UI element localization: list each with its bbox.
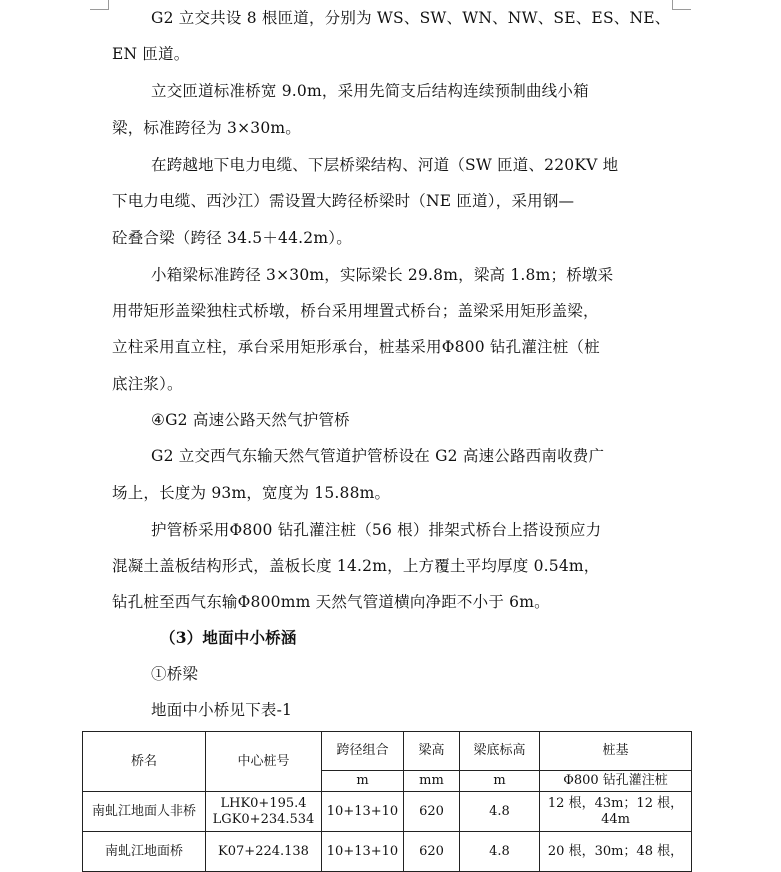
header-height: 梁高 bbox=[404, 732, 460, 771]
paragraph-line: 小箱梁标准跨径 3×30m，实际梁长 29.8m，梁高 1.8m；桥墩采 bbox=[151, 266, 614, 284]
cell-pile: 12 根，43m；12 根，44m bbox=[540, 792, 692, 832]
cell-station bbox=[206, 792, 322, 832]
paragraph-line: 下电力电缆、西沙江）需设置大跨径桥梁时（NE 匝道），采用钢— bbox=[112, 192, 575, 210]
header-span: 跨径组合 bbox=[322, 732, 404, 771]
cell-height: 620 bbox=[404, 792, 460, 832]
paragraph-line: 砼叠合梁（跨径 34.5＋44.2m）。 bbox=[112, 229, 352, 247]
unit-elevation: m bbox=[460, 771, 540, 792]
paragraph-line: 护管桥采用Φ800 钻孔灌注桩（56 根）排架式桥台上搭设预应力 bbox=[151, 521, 602, 539]
header-name: 桥名 bbox=[83, 732, 206, 792]
cell-name: 南虬江地面桥 bbox=[83, 832, 206, 872]
cell-elevation: 4.8 bbox=[460, 792, 540, 832]
list-heading: ①桥梁 bbox=[151, 665, 199, 683]
cell-span: 10+13+10 bbox=[322, 792, 404, 832]
unit-pile: Φ800 钻孔灌注桩 bbox=[540, 771, 692, 792]
paragraph-line: 梁，标准跨径为 3×30m。 bbox=[112, 119, 301, 137]
cell-span: 10+13+10 bbox=[322, 832, 404, 872]
cell-station bbox=[206, 832, 322, 872]
margin-corner-mark bbox=[672, 0, 691, 10]
paragraph-line: 钻孔桩至西气东输Φ800mm 天然气管道横向净距不小于 6m。 bbox=[112, 593, 550, 611]
unit-span: m bbox=[322, 771, 404, 792]
bridge-table bbox=[82, 731, 692, 872]
cell-elevation: 4.8 bbox=[460, 832, 540, 872]
paragraph-line: EN 匝道。 bbox=[112, 45, 190, 63]
paragraph-line: G2 立交共设 8 根匝道，分别为 WS、SW、WN、NW、SE、ES、NE、 bbox=[151, 9, 671, 27]
table-row bbox=[83, 792, 692, 832]
header-station: 中心桩号 bbox=[206, 732, 322, 792]
header-pile: 桩基 bbox=[540, 732, 692, 771]
paragraph-line: 立柱采用直立柱，承台采用矩形承台，桩基采用Φ800 钻孔灌注桩（桩 bbox=[112, 338, 600, 356]
unit-height: mm bbox=[404, 771, 460, 792]
paragraph-line: 混凝土盖板结构形式，盖板长度 14.2m，上方覆土平均厚度 0.54m， bbox=[112, 557, 600, 575]
cell-height: 620 bbox=[404, 832, 460, 872]
table-row bbox=[83, 832, 692, 872]
paragraph-line: 用带矩形盖梁独柱式桥墩，桥台采用埋置式桥台；盖梁采用矩形盖梁， bbox=[112, 302, 599, 320]
section-heading: ④G2 高速公路天然气护管桥 bbox=[151, 411, 350, 429]
station-line: LHK0+195.4 bbox=[220, 795, 307, 811]
paragraph-line: 场上，长度为 93m，宽度为 15.88m。 bbox=[112, 484, 391, 502]
cell-pile: 20 根，30m；48 根， bbox=[540, 832, 692, 872]
paragraph-line: G2 立交西气东输天然气管道护管桥设在 G2 高速公路西南收费广 bbox=[151, 447, 605, 465]
paragraph-line: 在跨越地下电力电缆、下层桥梁结构、河道（SW 匝道、220KV 地 bbox=[151, 156, 619, 174]
subsection-heading: （3）地面中小桥涵 bbox=[160, 628, 297, 647]
station-line: K07+224.138 bbox=[218, 843, 309, 859]
margin-corner-mark bbox=[90, 0, 109, 10]
station-line: LGK0+234.534 bbox=[212, 811, 315, 827]
paragraph-line: 立交匝道标准桥宽 9.0m，采用先简支后结构连续预制曲线小箱 bbox=[151, 82, 589, 100]
table-caption: 地面中小桥见下表-1 bbox=[151, 701, 293, 719]
paragraph-line: 底注浆）。 bbox=[112, 375, 183, 393]
header-elevation: 梁底标高 bbox=[460, 732, 540, 771]
cell-name: 南虬江地面人非桥 bbox=[83, 792, 206, 832]
